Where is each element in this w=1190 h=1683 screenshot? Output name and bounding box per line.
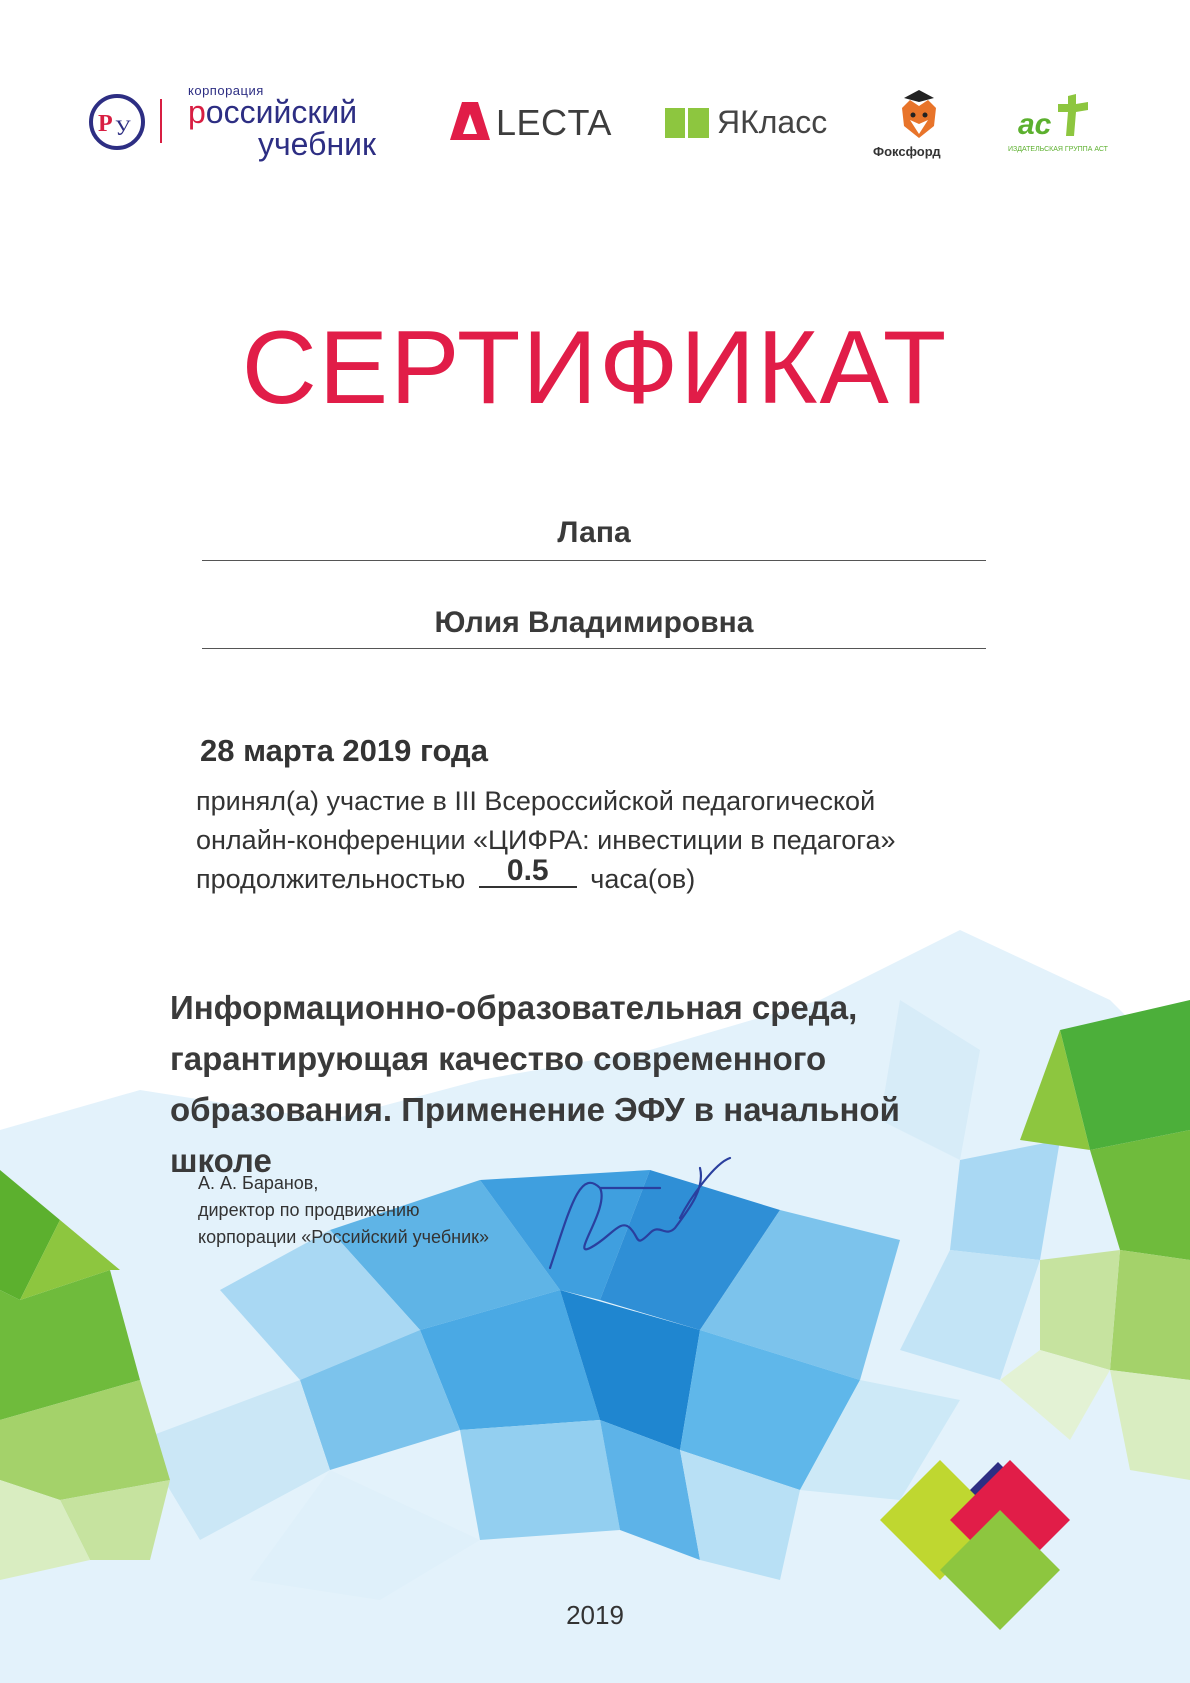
yaklass-wordmark: ЯКласс xyxy=(717,104,828,140)
rosuchebnik-emblem-icon xyxy=(88,93,146,151)
lecta-logo xyxy=(450,100,610,150)
participant-surname: Лапа xyxy=(557,516,631,549)
participation-line-1: принял(а) участие в III Всероссийской педагогической xyxy=(196,786,876,816)
yaklass-logo xyxy=(665,100,835,150)
fox-mascot-icon xyxy=(898,88,940,140)
ast-emblem-icon xyxy=(1016,90,1096,140)
topic-title: Информационно-образовательная среда, гарантирующая качество современного образования. Применение ЭФУ в начальной школе xyxy=(170,989,900,1179)
rosuchebnik-line1-rest: оссийский xyxy=(205,94,358,130)
participation-line-2: онлайн-конференции «ЦИФРА: инвестиции в педагога» xyxy=(196,825,896,855)
hours-field xyxy=(479,854,577,888)
lecta-emblem-icon xyxy=(450,100,490,144)
signer-role-line-1: директор по продвижению xyxy=(198,1200,420,1220)
rosuchebnik-line2: учебник xyxy=(258,126,376,162)
logo-separator xyxy=(160,99,162,143)
rosuchebnik-first-letter: р xyxy=(188,94,206,130)
foxford-wordmark: Фоксфорд xyxy=(873,144,941,159)
first-names-underline xyxy=(202,648,986,649)
certificate-year: 2019 xyxy=(566,1600,624,1630)
signer-role-line-2: корпорации «Российский учебник» xyxy=(198,1227,490,1247)
duration-line xyxy=(196,854,1096,897)
rosuchebnik-caption: корпорация xyxy=(188,83,264,98)
event-date: 28 марта 2019 года xyxy=(200,733,488,768)
signer-block xyxy=(198,1170,489,1251)
hours-value: 0.5 xyxy=(506,854,549,887)
duration-suffix: часа(ов) xyxy=(590,864,696,894)
certificate-title: СЕРТИФИКАТ xyxy=(241,310,949,426)
participant-first-names: Юлия Владимировна xyxy=(434,606,754,639)
handwritten-signature xyxy=(540,1148,740,1288)
yaklass-book-icon xyxy=(665,108,709,138)
rosuchebnik-line1 xyxy=(188,95,357,129)
ast-logo xyxy=(1008,90,1128,160)
partner-logos xyxy=(0,0,1190,200)
svg-text:Р: Р xyxy=(98,111,113,137)
foxford-logo xyxy=(868,88,968,168)
signer-name: А. А. Баранов, xyxy=(198,1173,319,1193)
duration-prefix: продолжительностью xyxy=(196,864,466,894)
ast-caption: ИЗДАТЕЛЬСКАЯ ГРУППА АСТ xyxy=(1008,146,1108,153)
surname-underline xyxy=(202,560,986,561)
rosuchebnik-logo xyxy=(88,85,408,165)
lecta-wordmark: LECTA xyxy=(496,102,612,143)
svg-text:ас: ас xyxy=(1018,108,1052,140)
svg-text:У: У xyxy=(115,115,131,140)
